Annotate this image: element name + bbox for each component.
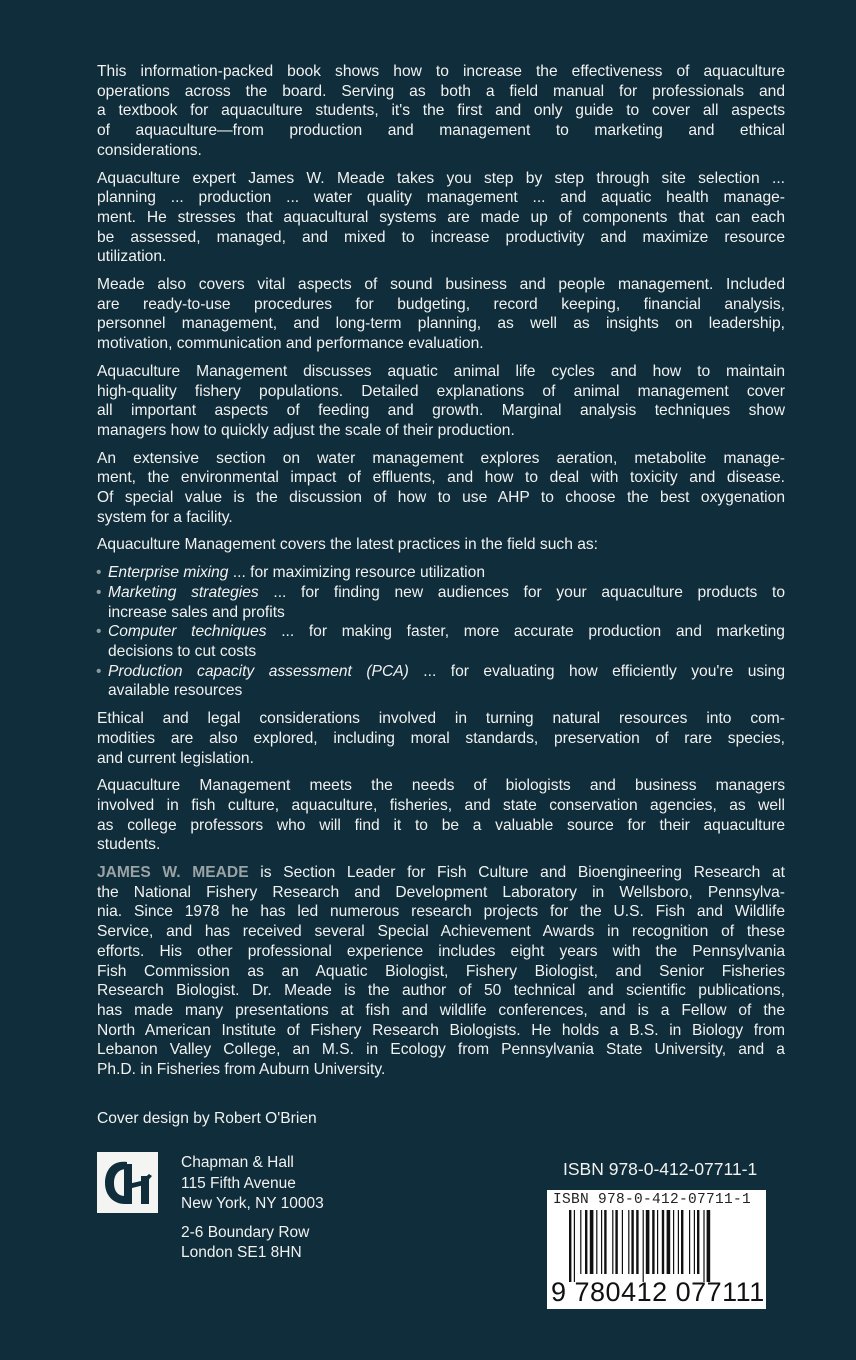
- text-line: available resources: [108, 682, 243, 700]
- publisher-name: Chapman & Hall: [181, 1154, 294, 1171]
- isbn-barcode: [547, 1190, 766, 1309]
- address-line: 2-6 Boundary Row: [181, 1223, 310, 1241]
- barcode-bar: [689, 1210, 690, 1274]
- text-line: [97, 563, 785, 583]
- text-line: [97, 583, 785, 603]
- barcode-bar: [657, 1210, 658, 1274]
- text-line: Ph.D. in Fisheries from Auburn University.: [97, 1061, 386, 1079]
- feature-desc: ... for finding new audiences for your aquaculture products to: [258, 583, 785, 601]
- text-line: Aquaculture Management discusses aquatic animal life cycles and how to maintain: [97, 362, 785, 380]
- feature-desc: ... for evaluating how efficiently you're using: [408, 662, 785, 680]
- list-item: [97, 563, 785, 583]
- text-line: planning ... production ... water quality management ... and aquatic health manage-: [97, 189, 785, 207]
- text-line: [97, 863, 785, 883]
- text-line: Service, and has received several Special Achievement Awards in recognition of these: [97, 923, 785, 941]
- barcode-bar: [681, 1210, 683, 1274]
- paragraph: [97, 362, 785, 441]
- text-line: considerations.: [97, 141, 202, 159]
- text-line: Meade also covers vital aspects of sound business and people management. Included: [97, 276, 785, 294]
- paragraph: [97, 709, 785, 768]
- address-line: New York, NY 10003: [181, 1195, 324, 1212]
- paragraph: [97, 449, 785, 528]
- feature-term: Production capacity assessment (PCA): [108, 662, 409, 680]
- author-name: JAMES W. MEADE: [97, 864, 249, 882]
- author-bio: [97, 863, 785, 1080]
- barcode-bar: [601, 1210, 602, 1274]
- feature-term: Computer techniques: [108, 623, 267, 641]
- list-item: [97, 662, 785, 701]
- feature-term: Marketing strategies: [108, 583, 259, 601]
- text-line: are ready-to-use procedures for budgeting, record keeping, financial analysis,: [97, 295, 785, 313]
- text-line: students.: [97, 836, 161, 854]
- text-line: This information-packed book shows how to increase the effectiveness of aquaculture: [97, 63, 785, 80]
- feature-list: [97, 563, 785, 701]
- text-line: An extensive section on water management explores aeration, metabolite manage-: [97, 449, 785, 467]
- paragraph: [97, 169, 785, 268]
- text-line: Of special value is the discussion of how to use AHP to choose the best oxygenation: [97, 489, 785, 507]
- barcode-bar: [697, 1210, 699, 1274]
- text-line: nia. Since 1978 he has led numerous research projects for the U.S. Fish and Wildlife: [97, 903, 785, 921]
- barcode-bar: [596, 1210, 597, 1274]
- barcode-bar: [673, 1210, 674, 1274]
- barcode-digits: 9 780412 077111: [551, 1277, 765, 1307]
- barcode-bar: [703, 1210, 704, 1282]
- text-line: [97, 662, 785, 682]
- text-line: motivation, communication and performance evaluation.: [97, 335, 484, 353]
- address-line: 115 Fifth Avenue: [181, 1174, 296, 1192]
- list-item: [97, 583, 785, 622]
- barcode-bar: [622, 1210, 623, 1274]
- barcode-bar: [604, 1210, 606, 1274]
- text-line: Lebanon Valley College, an M.S. in Ecology from Pennsylvania State University, and a: [97, 1041, 785, 1059]
- feature-term: Enterprise mixing: [108, 564, 229, 582]
- text-line: [97, 622, 785, 642]
- feature-desc: ... for maximizing resource utilization: [228, 564, 485, 582]
- text-line: ment. He stresses that aquacultural systems are made up of components that can each: [97, 208, 785, 226]
- text-line: operations across the board. Serving as both a field manual for professionals and: [97, 82, 785, 100]
- bullet-icon: •: [96, 583, 102, 601]
- barcode-bar: [678, 1210, 679, 1274]
- text-line: system for a facility.: [97, 508, 233, 526]
- text-line: of aquaculture—from production and management to marketing and ethical: [97, 122, 785, 140]
- text-line: and current legislation.: [97, 749, 254, 767]
- barcode-bars: [569, 1210, 749, 1282]
- text-line: involved in fish culture, aquaculture, fisheries, and state conservation agencies, as well: [97, 796, 785, 814]
- text-line: all important aspects of feeding and growth. Marginal analysis techniques show: [97, 402, 785, 420]
- text-line: a textbook for aquaculture students, it's the first and only guide to cover all aspects: [97, 102, 785, 120]
- paragraph: [97, 776, 785, 855]
- text-line: personnel management, and long-term planning, as well as insights on leadership,: [97, 315, 785, 333]
- text-line: Aquaculture Management covers the latest practices in the field such as:: [97, 536, 599, 554]
- text-line: increase sales and profits: [108, 603, 285, 621]
- publisher-logo-icon: [97, 1152, 158, 1213]
- bullet-icon: •: [96, 623, 102, 641]
- barcode-bar: [646, 1210, 650, 1274]
- barcode-bar: [615, 1210, 617, 1274]
- text-line: Fish Commission as an Aquatic Biologist, Fishery Biologist, and Senior Fisheries: [97, 962, 785, 980]
- barcode-bar: [569, 1210, 571, 1282]
- bullet-icon: •: [96, 564, 102, 582]
- publisher-address: [181, 1153, 324, 1272]
- bio-text: is Section Leader for Fish Culture and Bioengineering Research at: [248, 864, 785, 882]
- paragraph: [97, 62, 785, 161]
- barcode-bar: [662, 1210, 664, 1274]
- cover-copy: [97, 62, 785, 1088]
- barcode-bar: [574, 1210, 575, 1282]
- text-line: ment, the environmental impact of effluents, and how to deal with toxicity and disease.: [97, 469, 785, 487]
- barcode-bar: [612, 1210, 613, 1274]
- barcode-bar: [580, 1210, 581, 1274]
- text-line: Aquaculture expert James W. Meade takes you step by step through site selection ...: [97, 169, 785, 187]
- list-item: [97, 622, 785, 661]
- text-line: as college professors who will find it to be a valuable source for their aquaculture: [97, 816, 785, 834]
- barcode-bar: [694, 1210, 695, 1274]
- isbn-label: ISBN 978-0-412-07711-1: [563, 1159, 758, 1179]
- text-line: Ethical and legal considerations involved in turning natural resources into com-: [97, 710, 785, 728]
- text-line: modities are also explored, including moral standards, preservation of rare species,: [97, 729, 785, 747]
- barcode-bar: [707, 1210, 711, 1282]
- cover-credit: Cover design by Robert O'Brien: [97, 1110, 317, 1127]
- address-line: London SE1 8HN: [181, 1244, 302, 1261]
- barcode-bar: [667, 1210, 671, 1274]
- text-line: the National Fishery Research and Development Laboratory in Wellsboro, Pennsylva-: [97, 883, 785, 901]
- text-line: utilization.: [97, 248, 167, 266]
- text-line: Research Biologist. Dr. Meade is the author of 50 technical and scientific publications,: [97, 982, 785, 1000]
- barcode-bar: [652, 1210, 654, 1274]
- text-line: efforts. His other professional experience includes eight years with the Pennsylvania: [97, 942, 785, 960]
- barcode-bar: [590, 1210, 594, 1274]
- text-line: be assessed, managed, and mixed to increase productivity and maximize resource: [97, 228, 785, 246]
- text-line: decisions to cut costs: [108, 642, 257, 660]
- text-line: North American Institute of Fishery Research Biologists. He holds a B.S. in Biology from: [97, 1021, 785, 1039]
- barcode-bar: [585, 1210, 587, 1274]
- barcode-bar: [628, 1210, 629, 1274]
- text-line: has made many presentations at fish and wildlife conferences, and is a Fellow of the: [97, 1001, 785, 1019]
- text-line: high-quality fishery populations. Detailed explanations of animal management cover: [97, 382, 785, 400]
- barcode-bar: [636, 1210, 638, 1274]
- paragraph: [97, 275, 785, 354]
- text-line: managers how to quickly adjust the scale of their production.: [97, 421, 515, 439]
- barcode-bar: [631, 1210, 633, 1274]
- text-line: Aquaculture Management meets the needs of biologists and business managers: [97, 777, 785, 795]
- barcode-isbn-text: ISBN 978-0-412-07711-1: [553, 1192, 752, 1208]
- paragraph: [97, 535, 785, 555]
- barcode-bar: [643, 1210, 644, 1282]
- feature-desc: ... for making faster, more accurate production and marketing: [266, 623, 785, 641]
- bullet-icon: •: [96, 662, 102, 680]
